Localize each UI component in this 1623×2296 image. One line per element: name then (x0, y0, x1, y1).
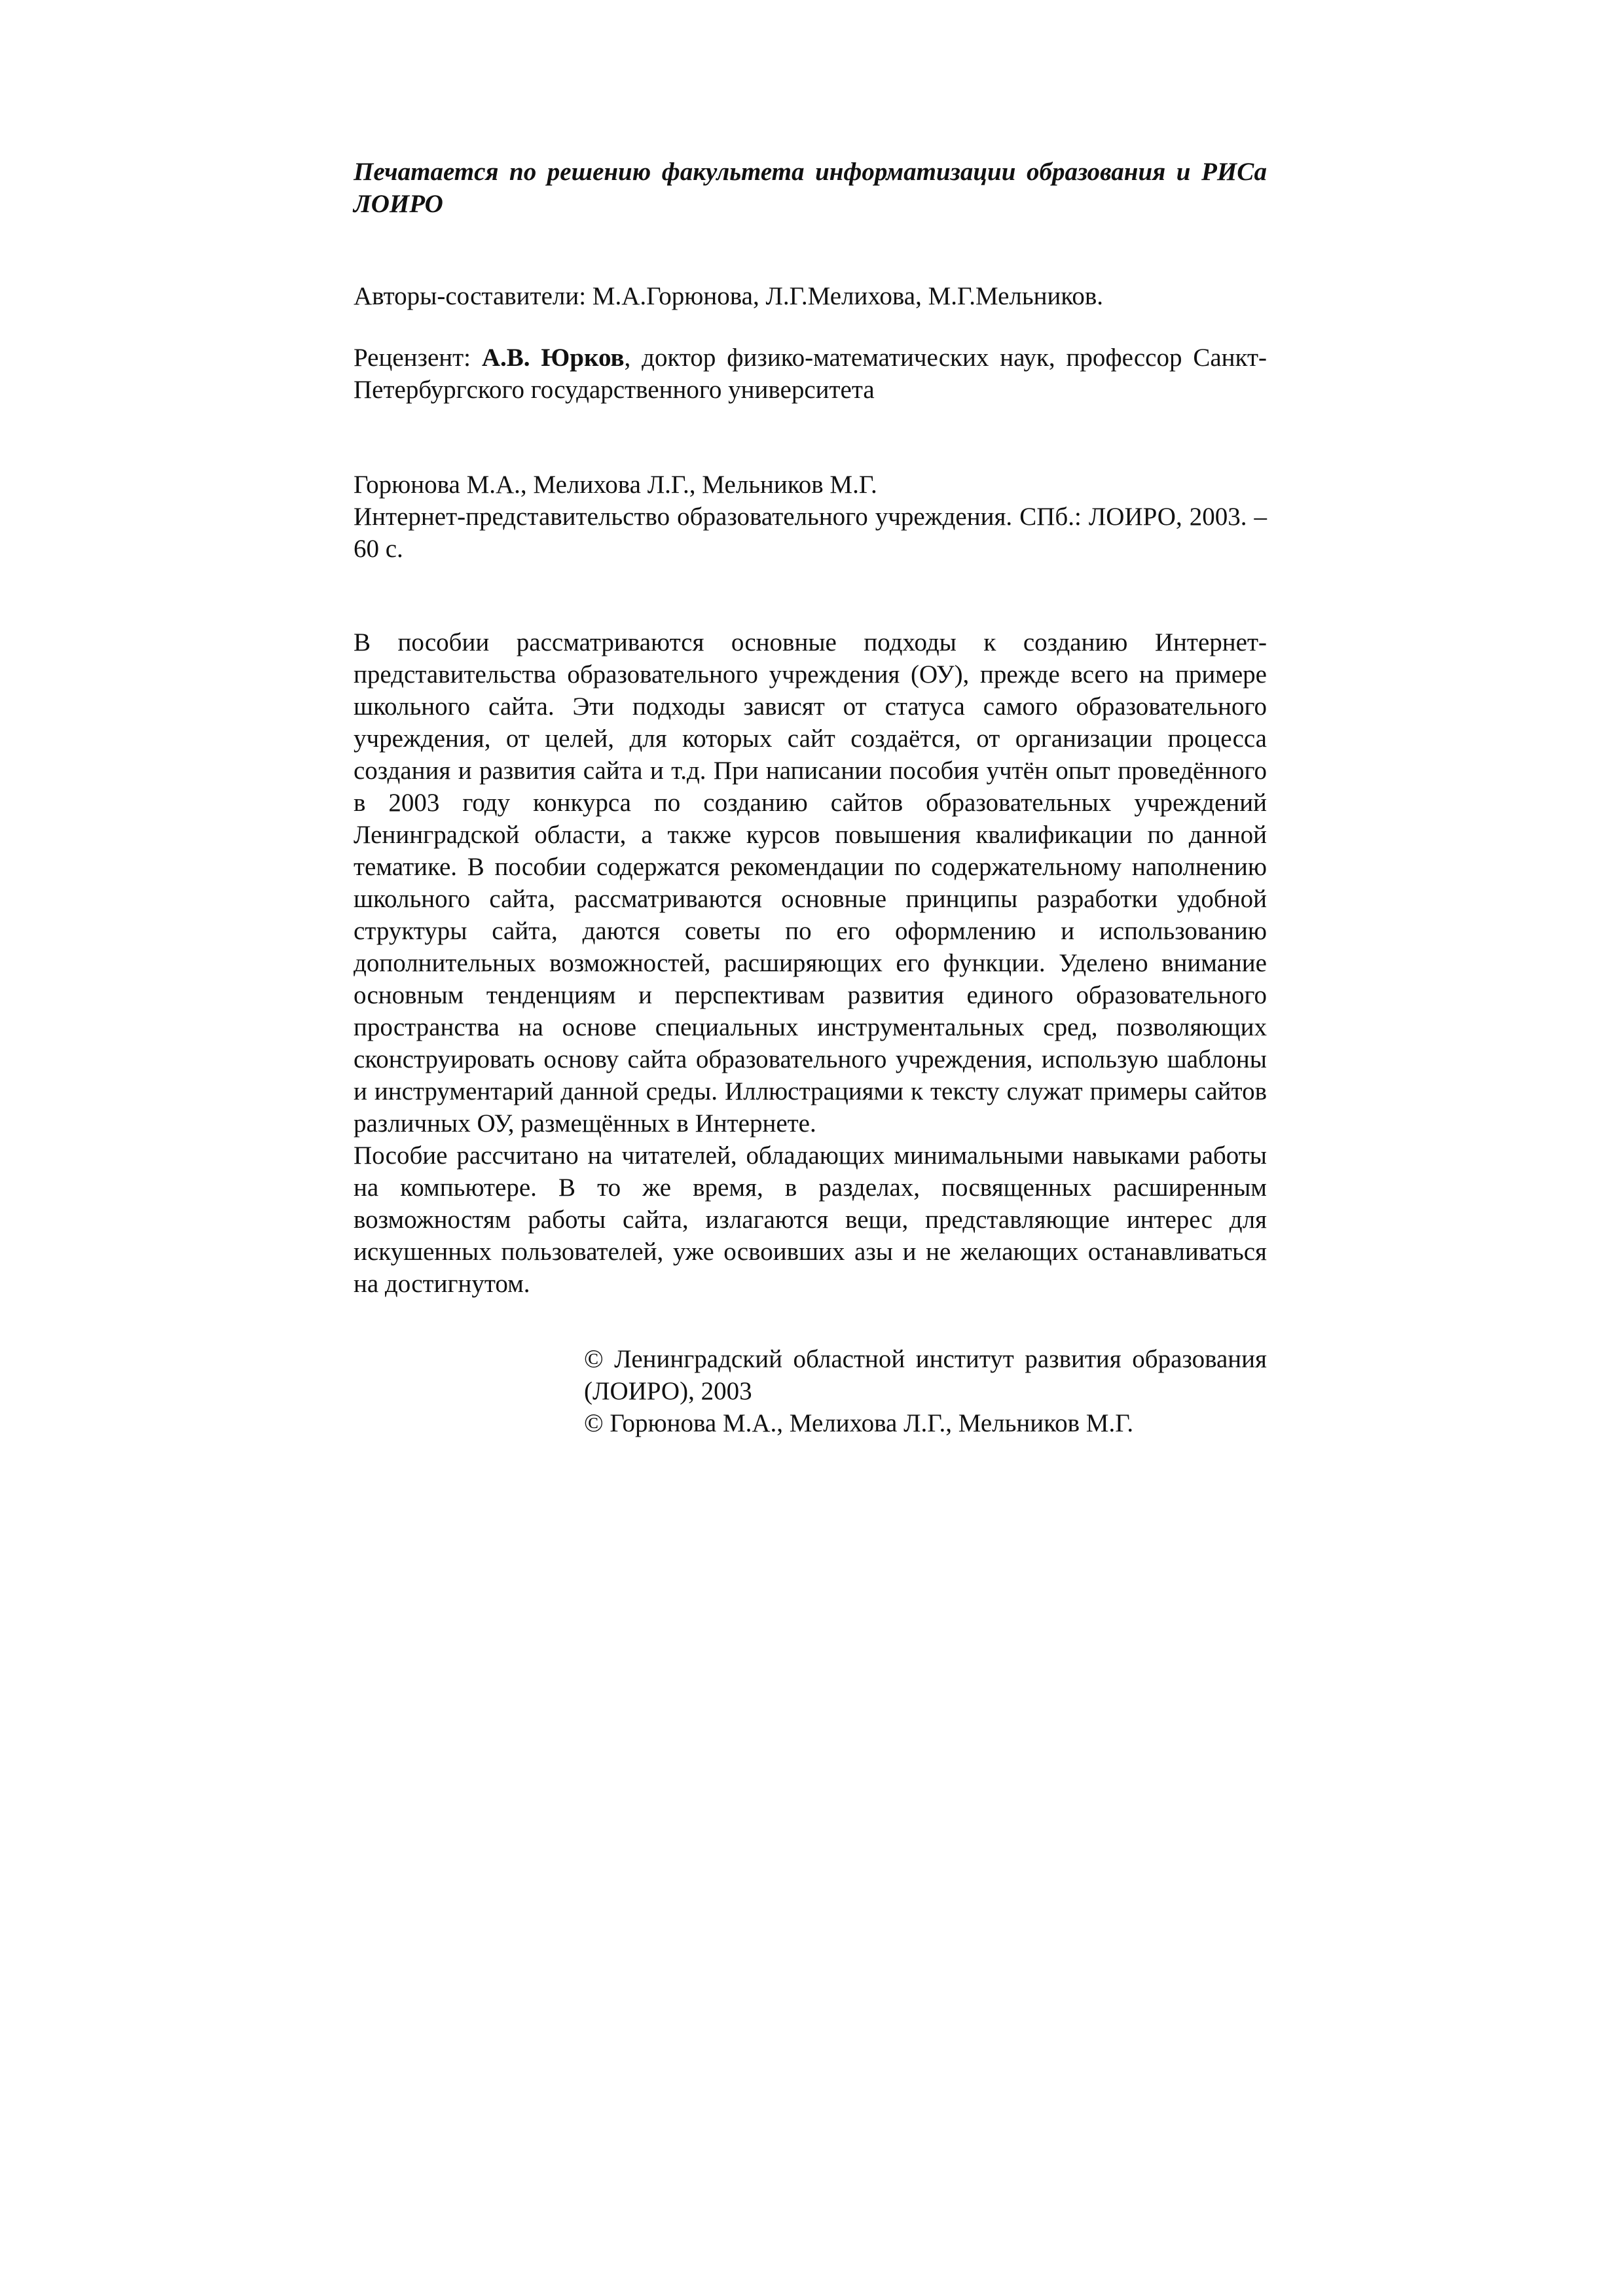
authors-line: Авторы-составители: М.А.Горюнова, Л.Г.Мелихова, М.Г.Мельников. (354, 282, 1104, 310)
copyright-block (584, 1343, 1267, 1439)
reviewer-name: А.В. Юрков (481, 344, 625, 372)
abstract-paragraph-2: Пособие рассчитано на читателей, обладающих минимальными навыками работы на компьютере. В то же время, в разделах, посвященных расширенным возможностям работы сайта, излагаются вещи, представляющие интерес для искушенных пользователей, уже освоивших азы и не желающих останавливаться на достигнутом. (354, 1141, 1267, 1298)
publisher-note: Печатается по решению факультета информатизации образования и РИСа ЛОИРО (354, 158, 1267, 218)
bib-description: Интернет-представительство образовательного учреждения. СПб.: ЛОИРО, 2003. – 60 с. (354, 503, 1267, 563)
copyright-institute: © Ленинградский областной институт развития образования (ЛОИРО), 2003 (584, 1345, 1267, 1405)
reviewer-paragraph (354, 342, 1267, 406)
abstract (354, 626, 1267, 1300)
reviewer-label: Рецензент: (354, 344, 471, 372)
reviewer-details: , доктор физико-математических наук, профессор Санкт-Петербургского государственного университета (354, 344, 1267, 404)
bib-authors: Горюнова М.А., Мелихова Л.Г., Мельников М.Г. (354, 471, 877, 499)
bibliographic-entry (354, 469, 1267, 565)
copyright-authors: © Горюнова М.А., Мелихова Л.Г., Мельников М.Г. (584, 1409, 1134, 1437)
abstract-paragraph-1: В пособии рассматриваются основные подходы к созданию Интернет-представительства образовательного учреждения (ОУ), прежде всего на примере школьного сайта. Эти подходы зависят от статуса самого образовательного учреждения, от целей, для которых сайт создаётся, от организации процесса создания и развития сайта и т.д. При написании пособия учтён опыт проведённого в 2003 году конкурса по созданию сайтов образовательных учреждений Ленинградской области, а также курсов повышения квалификации по данной тематике. В пособии содержатся рекомендации по содержательному наполнению школьного сайта, рассматриваются основные принципы разработки удобной структуры сайта, даются советы по его оформлению и использованию дополнительных возможностей, расширяющих его функции. Уделено внимание основным тенденциям и перспективам развития единого образовательного пространства на основе специальных инструментальных сред, позволяющих сконструировать основу сайта образовательного учреждения, использую шаблоны и инструментарий данной среды. Иллюстрациями к тексту служат примеры сайтов различных ОУ, размещённых в Интернете. (354, 628, 1267, 1138)
